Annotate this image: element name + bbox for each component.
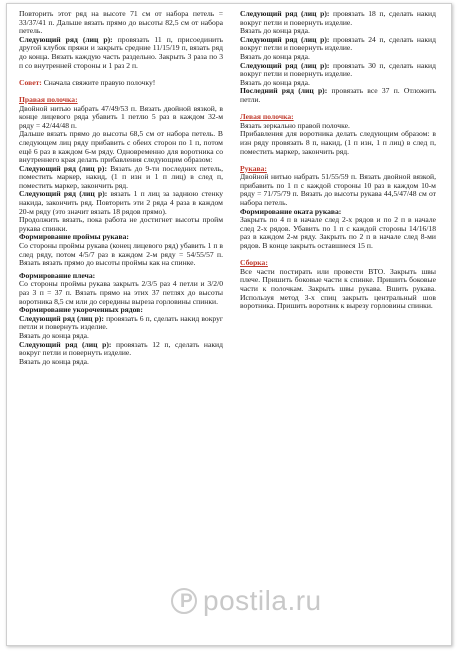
subheading-sleeve-cap: Формирование оката рукава: [240,206,342,216]
paragraph-left-front-2: Прибавления для воротника делать следующим образом: в изн ряду провязать 8 п, накид, (1 п изн, 1 п лиц) в след п, поместить маркер, закончить ряд. [240,129,436,156]
row-label: Следующий ряд (лиц р): [19,313,104,323]
subheading-shoulder: Формирование плеча: [19,270,96,280]
paragraph-armhole: Со стороны проймы рукава (конец лицевого ряд) убавить 1 п в след ряду, потом 4/5/7 раз в каждом 2-м ряду = 54/55/57 п. Вязать вязать прямо до высоты проймы как на спинке. [19,241,223,268]
row-text: провязать 18 п, сделать накид вокруг петли и повернуть изделие. [240,9,436,27]
row-text: провязать 12 п, сделать накид вокруг петли и повернуть изделие. [19,339,223,358]
paragraph-sleeves: Двойной нитью набрать 51/55/59 п. Вязать двойной вязкой, прибавить по 1 п с каждой стороны 10 раз в каждом 10-м ряду = 71/75/79 п. Вязать до высоты рукава 44,5/47/48 см от набора петель. [240,172,436,208]
paragraph-short-row-4-end: Вязать до конца ряда. [240,51,310,61]
paragraph-right-front-2: Дальше вязать прямо до высоты 68,5 см от набора петель. В следующем лиц ряду прибавить с обеих сторон по 1 п, потом ещё 6 раз в каждом 6-м ряду. Одновременно для воротника со внутреннего края делать прибавления следующим образом: [19,129,223,165]
advice-label: Совет: [19,77,42,87]
section-heading-assembly: Сборка: [240,258,268,268]
paragraph-row-2-continued: Продолжить вязать, пока работа не достигнет высоты пройм рукава спинки. [19,215,223,233]
paragraph-assembly: Все части постирать или провести ВТО. Закрыть швы плече. Пришить боковые части к спинке. Пришить боковые части к полочкам. Закрыть швы рукава. Вшить рукава. Используя метод 3-х спиц закрыть центральный шов воротника. Пришить воротник к вырезу горловины спинки. [240,266,436,311]
row-text: провязать все 37 п. Отложить петли. [240,86,436,104]
advice-line [19,79,223,88]
paragraph-short-row-5 [240,62,436,79]
paragraph-right-front-1: Двойной нитью набрать 47/49/53 п. Вязать двойной вязкой, в конце лицевого ряда убавить 1 петлю 5 раз в каждом 32-м ряду = 42/44/48 п. [19,103,223,130]
row-text: провязать 24 п, сделать накид вокруг петли и повернуть изделие. [240,34,436,53]
row-label: Следующий ряд (лиц р): [19,163,107,173]
paragraph-short-row-1 [19,315,223,332]
paragraph-shoulder: Со стороны проймы рукава закрыть 2/3/5 раз 4 петли и 3/2/0 раз 3 п = 37 п. Вязать прямо на этих 37 петлях до высоты воротника 8,5 см или до середины выреза горловины спинки. [19,279,223,306]
paragraph-short-row-3-end: Вязать до конца ряда. [240,26,310,36]
row-text: провязать 30 п, сделать накид вокруг петли и повернуть изделие. [240,60,436,79]
advice-text: Сначала свяжите правую полочку! [41,77,156,87]
row-text: Вязать до 9-ти последних петель, поместить маркер, накид, (1 п изн и 1 п лиц) в след п, поместить маркер, закончить ряд. [19,163,223,190]
row-label: Следующий ряд (лиц р): [19,189,108,199]
row-label: Следующий ряд (лиц р): [19,339,112,349]
section-heading-right-front: Правая полочка: [19,94,78,104]
row-label: Следующий ряд (лиц р): [240,9,330,18]
row-label: Следующий ряд (лиц р): [240,34,330,44]
paragraph-last-row [240,87,436,104]
paragraph-short-row-2-end: Вязать до конца ряда. [19,356,89,366]
left-column [19,10,223,366]
row-text: провязать 11 п, присоединить другой клубок пряжи и закрыть средние 11/15/19 п, вязать ряд до конца. Вязать каждую часть раздельно. Закрыть 3 раза по 3 п со внутренней стороны и 1 раз 2 п. [19,34,223,70]
row-text: вязать 1 п лиц за заднюю стенку накида, закончить ряд. Повторить эти 2 ряда 4 раза в каждом 20-м ряду (это значит вязать 18 рядов прямо). [19,189,223,216]
document-page [6,3,452,646]
paragraph-short-row-2 [19,341,223,358]
paragraph-sleeve-cap: Закрыть по 4 п в начале след 2-х рядов и по 2 п в начале след 2-х рядов. Убавить по 1 п с каждой стороны 14/16/18 раз в каждом 2-м ряду. Закрыть по 2 п в начале след 8-ми рядов. В конце закрыть оставшиеся 15 п. [240,215,436,251]
paragraph-short-row-4 [240,36,436,53]
paragraph-short-row-1-end: Вязать до конца ряда. [19,330,89,340]
subheading-short-rows: Формирование укороченных рядов: [19,305,143,315]
paragraph-short-row-5-end: Вязать до конца ряда. [240,77,310,87]
watermark-text: postila.ru [203,585,322,616]
section-heading-left-front: Левая полочка: [240,112,294,122]
section-heading-sleeves: Рукава: [240,163,267,173]
paragraph-short-row-3 [240,10,436,27]
paragraph-next-row [19,36,223,70]
row-text: провязать 6 п, сделать накид вокруг петли и повернуть изделие. [19,313,223,332]
paragraph-intro: Повторить этот ряд на высоте 71 см от набора петель = 33/37/41 п. Дальше вязать прямо до высоты 82,5 см от набора петель. [19,9,223,36]
right-column [240,10,436,311]
subheading-armhole: Формирование проймы рукава: [19,232,129,242]
row-label: Следующий ряд (лиц р): [240,60,330,70]
paragraph-left-front-1: Вязать зеркально правой полочке. [240,120,350,130]
pinterest-p-icon: P [171,588,197,614]
row-label: Следующий ряд (лиц р): [19,34,113,44]
row-label: Последний ряд (лиц р): [240,86,328,96]
paragraph-row-2 [19,190,223,216]
paragraph-row-1 [19,165,223,191]
